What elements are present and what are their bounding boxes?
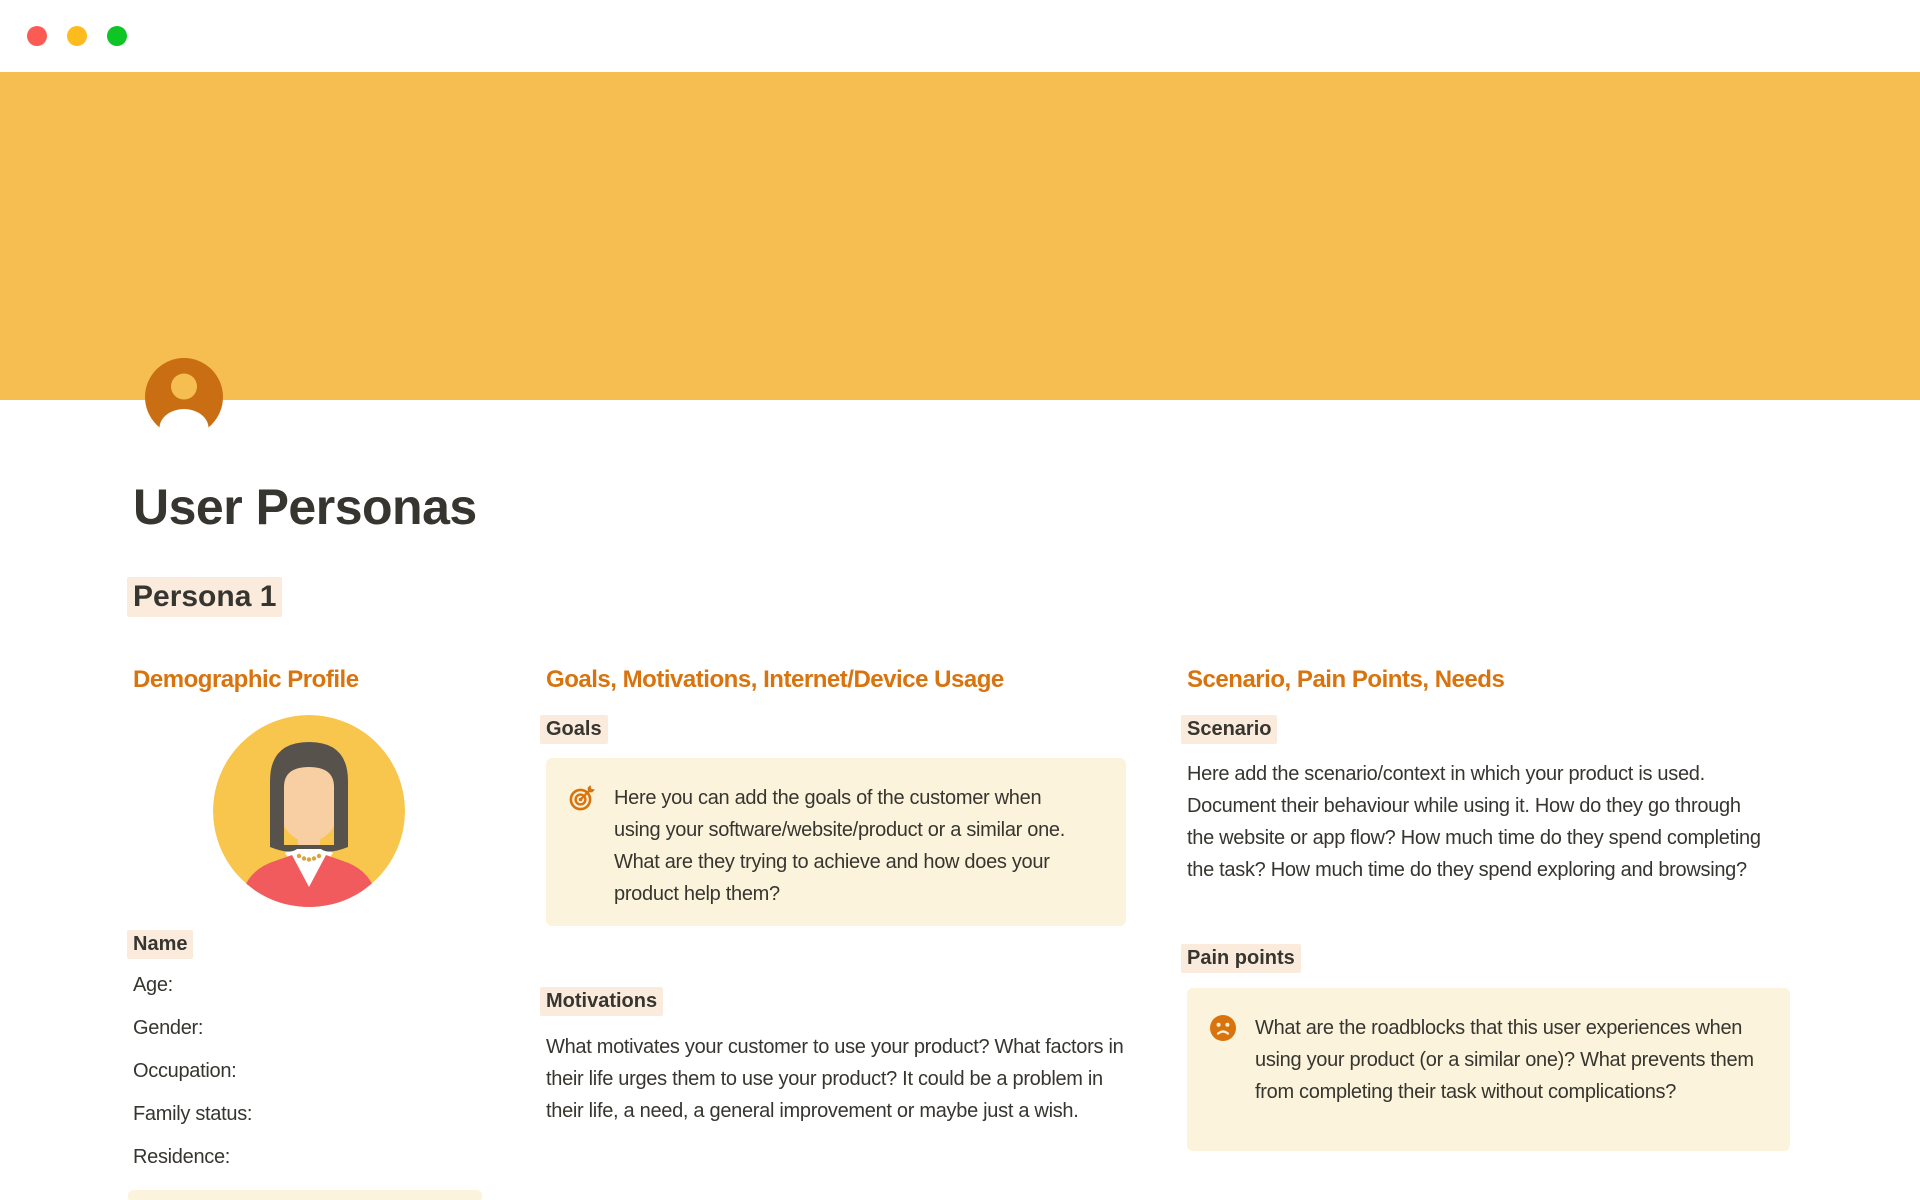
window-minimize-button[interactable] <box>67 26 87 46</box>
sad-face-icon <box>1209 1014 1237 1042</box>
field-occupation[interactable]: Occupation: <box>133 1060 237 1082</box>
scenario-label-block[interactable] <box>1187 715 1790 744</box>
demographic-fields <box>133 969 485 1173</box>
name-label: Name <box>127 930 193 959</box>
pain-points-label: Pain points <box>1181 944 1301 973</box>
field-family-status[interactable]: Family status: <box>133 1103 253 1125</box>
name-label-block[interactable] <box>133 930 485 959</box>
column-goals-motivations <box>546 665 1126 1200</box>
page-cover[interactable] <box>0 72 1920 400</box>
truncated-callout-block[interactable] <box>128 1190 482 1200</box>
scenario-label: Scenario <box>1181 715 1277 744</box>
window-titlebar <box>0 0 1920 72</box>
goals-motivations-heading[interactable]: Goals, Motivations, Internet/Device Usage <box>546 666 1004 693</box>
person-icon[interactable] <box>145 358 223 436</box>
target-icon <box>568 784 596 812</box>
scenario-pain-heading[interactable]: Scenario, Pain Points, Needs <box>1187 666 1505 693</box>
avatar-woman-illustration <box>213 715 405 907</box>
person-icon-glyph <box>145 358 223 436</box>
section-heading: Persona 1 <box>127 577 282 617</box>
field-residence[interactable]: Residence: <box>133 1146 231 1168</box>
goals-label: Goals <box>540 715 608 744</box>
motivations-label-block[interactable] <box>546 987 1126 1016</box>
motivations-paragraph[interactable]: What motivates your customer to use your product? What factors in their life urges them to use your product? It could be a problem in their life, a need, a general improvement or maybe just a wish. <box>546 1036 1124 1122</box>
window-zoom-button[interactable] <box>107 26 127 46</box>
field-gender[interactable]: Gender: <box>133 1017 204 1039</box>
pain-points-callout-text: What are the roadblocks that this user experiences when using your product (or a similar one)? What prevents them from completing their task without complications? <box>1255 1017 1754 1103</box>
page-title[interactable]: User Personas <box>133 479 477 535</box>
pain-points-label-block[interactable] <box>1187 944 1790 973</box>
motivations-label: Motivations <box>540 987 663 1016</box>
column-demographic <box>133 665 485 1200</box>
pain-points-callout[interactable] <box>1187 988 1790 1151</box>
window-close-button[interactable] <box>27 26 47 46</box>
column-scenario-pain <box>1187 665 1790 1200</box>
scenario-paragraph[interactable]: Here add the scenario/context in which your product is used. Document their behaviour while using it. How do they go through the website or app flow? How much time do they spend completing the task? How much time do they spend exploring and browsing? <box>1187 763 1761 881</box>
avatar-block[interactable] <box>133 715 485 907</box>
goals-callout-text: Here you can add the goals of the customer when using your software/website/product or a similar one. What are they trying to achieve and how does your product help them? <box>614 787 1065 905</box>
section-heading-block[interactable] <box>133 577 282 617</box>
goals-label-block[interactable] <box>546 715 1126 744</box>
demographic-heading[interactable]: Demographic Profile <box>133 666 359 693</box>
columns-row <box>133 665 1790 1200</box>
field-age[interactable]: Age: <box>133 974 173 996</box>
goals-callout[interactable] <box>546 758 1126 926</box>
